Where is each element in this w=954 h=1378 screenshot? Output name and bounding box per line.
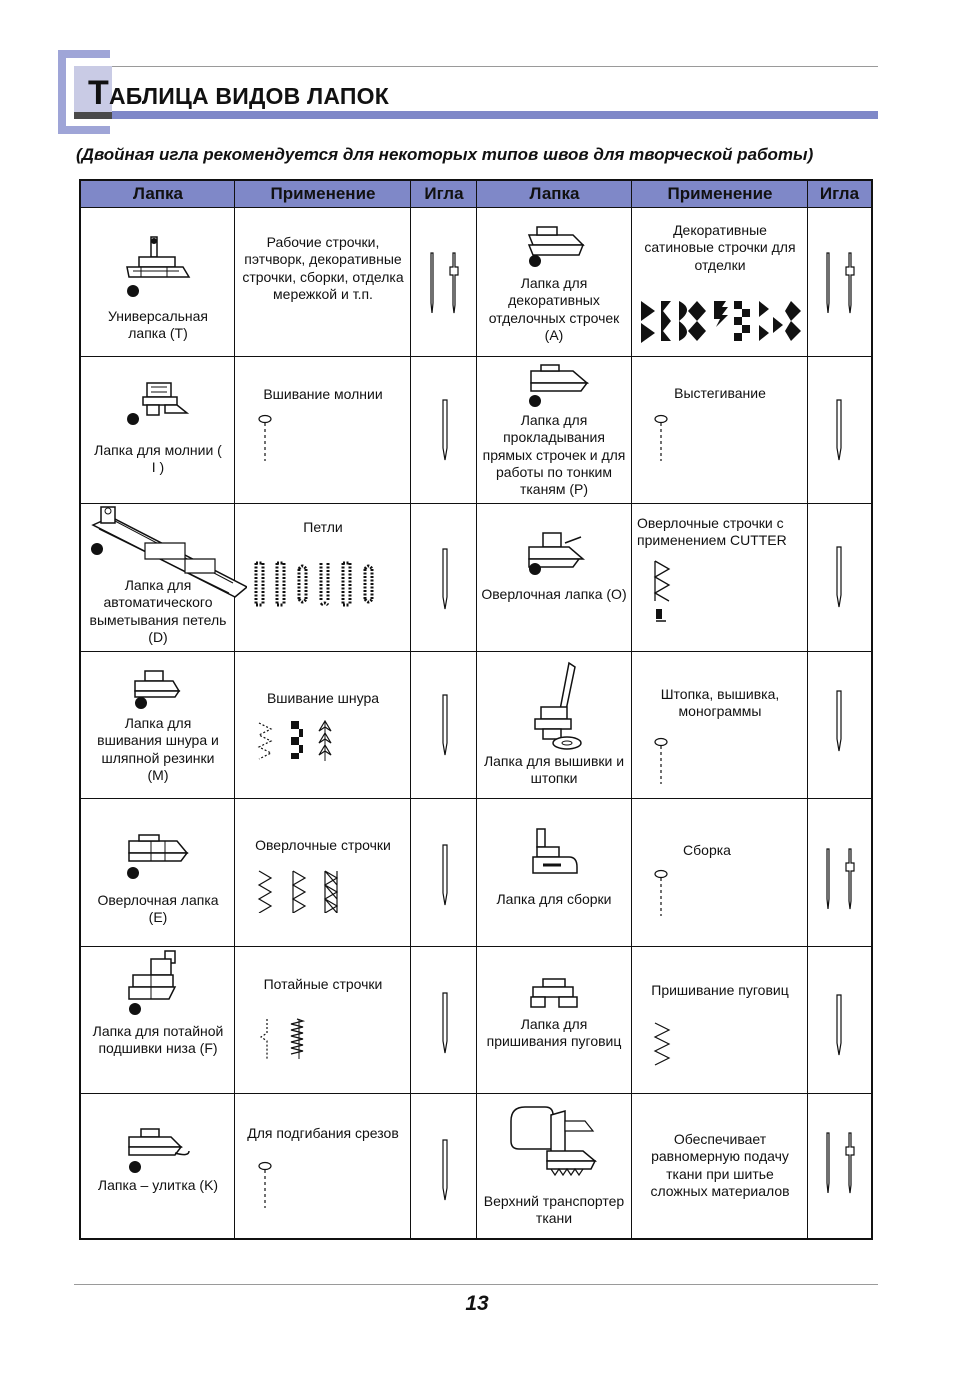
use-label-embroidery: Штопка, вышивка, монограммы: [660, 686, 780, 720]
use-label-o: Оверлочные строчки с применением CUTTER: [637, 515, 787, 549]
column-divider: [410, 181, 411, 1238]
single-needle-icon: [431, 545, 459, 613]
zipper-foot-icon: [121, 379, 191, 431]
single-needle-icon-right: [825, 543, 853, 611]
top-rule: [112, 66, 878, 67]
title-decoration-dark: [74, 112, 112, 119]
use-label-walking: Обеспечивает равномерную подачу ткани при шитье сложных материалов: [650, 1131, 790, 1199]
subtitle-note: (Двойная игла рекомендуется для некоторых типов швов для творческой работы): [76, 145, 814, 164]
use-label-m: Вшивание шнура: [266, 690, 380, 706]
use-label-a: Декоративные сатиновые строчки для отделки: [644, 222, 796, 273]
single-needle-icon: [431, 1136, 459, 1204]
column-divider: [234, 181, 235, 1238]
foot-label-t: Универсальная лапка (T): [107, 308, 209, 342]
header-foot-left: Лапка: [81, 181, 235, 208]
use-label-i: Вшивание молнии: [263, 386, 383, 402]
header-needle-right: Игла: [808, 181, 871, 208]
row-divider: [81, 798, 871, 799]
column-divider: [631, 181, 632, 1238]
twin-needle-icon-right: [817, 249, 863, 319]
twin-needle-icon: [421, 249, 467, 319]
foot-label-gathering: Лапка для сборки: [496, 891, 612, 907]
cording-stitch-patterns-icon: [257, 719, 347, 763]
use-label-f: Потайные строчки: [263, 976, 383, 992]
title-initial: Т: [88, 74, 109, 112]
hemmer-foot-icon: [121, 1127, 195, 1175]
single-needle-icon: [431, 841, 459, 909]
darning-stitch-icon: [653, 737, 669, 785]
quilting-stitch-icon: [653, 414, 669, 462]
single-needle-icon-right: [825, 396, 853, 464]
column-divider: [476, 181, 477, 1238]
embroidery-foot-icon: [521, 661, 587, 755]
decorative-foot-icon: [521, 223, 591, 283]
foot-label-m: Лапка для вшивания шнура и шляпной резинки (M): [97, 715, 219, 783]
foot-label-d: Лапка для автоматического выметывания петель (D): [89, 577, 227, 645]
foot-label-e: Оверлочная лапка (E): [97, 892, 219, 926]
overlock-stitch-patterns-icon: [257, 869, 347, 913]
straight-stitch-foot-icon: [521, 363, 591, 409]
straight-stitch-icon: [257, 414, 273, 462]
presser-foot-table: [79, 179, 873, 1240]
page-number: 13: [465, 1292, 489, 1315]
cutter-stitch-icon: [651, 559, 673, 629]
foot-label-a: Лапка для декоративных отделочных строчек (A): [488, 275, 620, 343]
blind-hem-foot-icon: [121, 949, 187, 1019]
button-stitch-icon: [653, 1021, 673, 1067]
satin-stitch-patterns-icon: [639, 299, 805, 345]
row-divider: [81, 356, 871, 357]
walking-foot-icon: [507, 1101, 603, 1189]
foot-label-button: Лапка для пришивания пуговиц: [486, 1016, 622, 1050]
use-label-p: Выстегивание: [674, 385, 766, 401]
use-label-e: Оверлочные строчки: [255, 837, 391, 853]
overlock-foot-e-icon: [121, 831, 191, 881]
header-use-right: Применение: [632, 181, 808, 208]
single-needle-icon-right: [825, 687, 853, 755]
use-label-button: Пришивание пуговиц: [651, 982, 789, 998]
title-rest: АБЛИЦА ВИДОВ ЛАПОК: [108, 83, 389, 109]
row-divider: [81, 946, 871, 947]
button-sewing-foot-icon: [527, 977, 583, 1013]
twin-needle-icon-right: [817, 845, 863, 915]
row-divider: [81, 1093, 871, 1094]
row-divider: [81, 651, 871, 652]
foot-label-embroidery: Лапка для вышивки и штопки: [483, 753, 625, 787]
use-label-gathering: Сборка: [683, 842, 731, 858]
header-use-left: Применение: [235, 181, 411, 208]
buttonhole-patterns-icon: [253, 561, 379, 607]
foot-label-walking: Верхний транспортер ткани: [483, 1193, 625, 1227]
header-foot-right: Лапка: [477, 181, 632, 208]
hemming-stitch-icon: [257, 1161, 273, 1209]
single-needle-icon: [431, 396, 459, 464]
foot-label-o: Оверлочная лапка (O): [481, 586, 627, 602]
foot-label-p: Лапка для прокладывания прямых строчек и для работы по тонким тканям (P): [482, 412, 626, 498]
foot-label-k: Лапка – улитка (K): [97, 1177, 219, 1193]
overlock-foot-o-icon: [521, 529, 587, 579]
single-needle-icon-right: [825, 991, 853, 1059]
single-needle-icon: [431, 989, 459, 1057]
gathering-foot-icon: [527, 825, 583, 883]
gathering-stitch-icon: [653, 869, 669, 917]
cording-foot-icon: [129, 669, 183, 711]
use-label-k: Для подгибания срезов: [247, 1125, 399, 1141]
universal-foot-icon: [121, 233, 193, 299]
page-title: [88, 74, 389, 113]
blind-hem-stitch-patterns-icon: [259, 1017, 309, 1061]
header-needle-left: Игла: [411, 181, 477, 208]
twin-needle-icon-right: [817, 1129, 863, 1199]
foot-label-f: Лапка для потайной подшивки низа (F): [92, 1023, 224, 1057]
bottom-rule: [74, 1284, 878, 1285]
use-label-d: Петли: [303, 519, 343, 535]
foot-label-i: Лапка для молнии ( I ): [94, 442, 222, 476]
single-needle-icon: [431, 691, 459, 759]
use-label-t: Рабочие строчки, пэтчворк, декоративные строчки, сборки, отделка мережкой и т.п.: [242, 234, 404, 302]
column-divider: [807, 181, 808, 1238]
